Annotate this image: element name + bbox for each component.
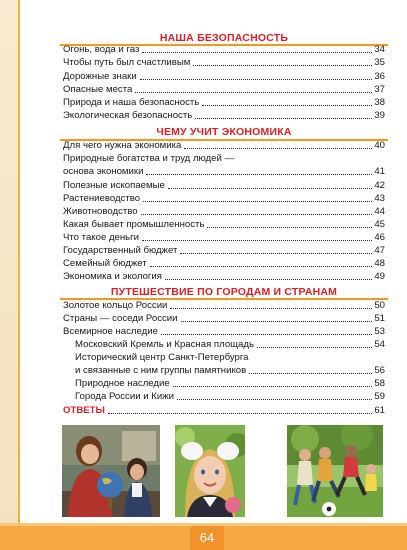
toc-entry-page: 45 xyxy=(374,219,385,230)
dot-leader xyxy=(207,227,372,228)
toc-entry-title: Для чего нужна экономика xyxy=(63,140,182,151)
dot-leader xyxy=(202,105,372,106)
toc-entry-title: Дорожные знаки xyxy=(63,71,137,82)
toc-entry-title: Какая бывает промышленность xyxy=(63,219,205,230)
toc-entry-page: 38 xyxy=(374,97,385,108)
toc-entry[interactable] xyxy=(63,299,385,312)
toc-entry-title: Города России и Кижи xyxy=(75,391,174,402)
dot-leader xyxy=(135,92,372,93)
toc-entry-title: Полезные ископаемые xyxy=(63,180,165,191)
toc-entry-page: 42 xyxy=(374,180,385,191)
toc-entry-page: 43 xyxy=(374,193,385,204)
toc-subentry[interactable] xyxy=(75,338,385,351)
toc-entry-title: Огонь, вода и газ xyxy=(63,44,140,55)
toc-entry-page: 34 xyxy=(374,44,385,55)
toc-entry-title: Что такое деньги xyxy=(63,232,140,243)
photo-schoolgirl-image xyxy=(175,425,245,517)
toc-entry[interactable] xyxy=(63,43,385,56)
toc-entry-title: Всемирное наследие xyxy=(63,326,158,337)
dot-leader xyxy=(168,188,373,189)
toc-entry[interactable] xyxy=(63,192,385,205)
toc-entry-page: 41 xyxy=(374,166,385,177)
dot-leader xyxy=(161,334,372,335)
toc-entry[interactable] xyxy=(63,312,385,325)
toc-entry-title: Животноводство xyxy=(63,206,138,217)
dot-leader xyxy=(146,174,372,175)
section-title-travel: ПУТЕШЕСТВИЕ ПО ГОРОДАМ И СТРАНАМ xyxy=(110,286,338,298)
toc-entry-title: ОТВЕТЫ xyxy=(63,405,105,416)
toc-entry-page: 59 xyxy=(374,391,385,402)
toc-entry[interactable] xyxy=(63,165,385,178)
photo-schoolgirl xyxy=(175,425,245,517)
photo-teacher-with-globe-image xyxy=(62,425,160,517)
section-title-safety: НАША БЕЗОПАСНОСТЬ xyxy=(159,32,289,44)
toc-entry-title: Государственный бюджет xyxy=(63,245,178,256)
toc-entry-page: 51 xyxy=(374,313,385,324)
left-margin-line xyxy=(18,0,20,548)
toc-subentry[interactable] xyxy=(75,364,385,377)
toc-entry-title: Страны — соседи России xyxy=(63,313,178,324)
toc-entry[interactable] xyxy=(63,56,385,69)
toc-entry-answers[interactable] xyxy=(63,404,385,417)
dot-leader xyxy=(170,308,372,309)
toc-entry-title: Растениеводство xyxy=(63,193,141,204)
toc-entry-page: 53 xyxy=(374,326,385,337)
dot-leader xyxy=(257,347,372,348)
toc-entry-title: Экологическая безопасность xyxy=(63,110,193,121)
left-margin-band xyxy=(0,0,18,548)
dot-leader xyxy=(181,321,373,322)
dot-leader xyxy=(141,214,373,215)
toc-entry-title: Чтобы путь был счастливым xyxy=(63,57,191,68)
toc-entry[interactable] xyxy=(63,205,385,218)
toc-subentry[interactable] xyxy=(75,377,385,390)
toc-entry[interactable] xyxy=(63,270,385,283)
toc-entry-title-line2: основа экономики xyxy=(63,166,144,177)
photo-children-football xyxy=(287,425,383,517)
toc-entry[interactable] xyxy=(63,244,385,257)
toc-entry-title: Природное наследие xyxy=(75,378,170,389)
dot-leader xyxy=(143,201,372,202)
toc-entry[interactable] xyxy=(63,70,385,83)
dot-leader xyxy=(193,65,372,66)
toc-entry[interactable] xyxy=(63,109,385,122)
dot-leader xyxy=(195,118,372,119)
toc-entry-page: 36 xyxy=(374,71,385,82)
section-title-economics: ЧЕМУ УЧИТ ЭКОНОМИКА xyxy=(156,126,292,138)
toc-entry-title-line1: Природные богатства и труд людей — xyxy=(63,153,235,164)
toc-entry-page: 35 xyxy=(374,57,385,68)
toc-entry[interactable] xyxy=(63,179,385,192)
dot-leader xyxy=(150,266,373,267)
toc-entry-page: 48 xyxy=(374,258,385,269)
dot-leader xyxy=(165,279,372,280)
toc-entry-title: Московский Кремль и Красная площадь xyxy=(75,339,254,350)
toc-entry-title: Золотое кольцо России xyxy=(63,300,168,311)
dot-leader xyxy=(177,399,372,400)
dot-leader xyxy=(173,386,373,387)
toc-entry-page: 44 xyxy=(374,206,385,217)
toc-entry-page: 47 xyxy=(374,245,385,256)
photo-teacher-with-globe xyxy=(62,425,160,517)
toc-entry-page: 61 xyxy=(374,405,385,416)
toc-entry-page: 56 xyxy=(374,365,385,376)
toc-entry-title: Семейный бюджет xyxy=(63,258,147,269)
dot-leader xyxy=(108,413,372,414)
toc-entry-page: 39 xyxy=(374,110,385,121)
toc-entry-page: 46 xyxy=(374,232,385,243)
photo-children-football-image xyxy=(287,425,383,517)
dot-leader xyxy=(142,240,372,241)
toc-entry-title-line2: и связанные с ним группы памятников xyxy=(75,365,247,376)
toc-entry[interactable] xyxy=(63,325,385,338)
toc-entry-page: 50 xyxy=(374,300,385,311)
toc-entry-page: 58 xyxy=(374,378,385,389)
toc-subentry-title-line1: Исторический центр Санкт-Петербурга xyxy=(75,352,249,363)
toc-entry-title: Экономика и экология xyxy=(63,271,162,282)
dot-leader xyxy=(184,148,372,149)
dot-leader xyxy=(142,52,372,53)
dot-leader xyxy=(140,79,373,80)
toc-entry-page: 49 xyxy=(374,271,385,282)
page-number: 64 xyxy=(190,526,224,550)
toc-subentry[interactable] xyxy=(75,390,385,403)
toc-entry-page: 37 xyxy=(374,84,385,95)
toc-entry[interactable] xyxy=(63,139,385,152)
toc-entry[interactable] xyxy=(63,218,385,231)
dot-leader xyxy=(180,253,372,254)
toc-entry-page: 40 xyxy=(374,140,385,151)
toc-entry-title: Опасные места xyxy=(63,84,133,95)
dot-leader xyxy=(249,373,372,374)
toc-entry[interactable] xyxy=(63,257,385,270)
toc-entry[interactable] xyxy=(63,96,385,109)
toc-entry[interactable] xyxy=(63,231,385,244)
toc-entry-page: 54 xyxy=(374,339,385,350)
toc-entry-title: Природа и наша безопасность xyxy=(63,97,200,108)
toc-entry[interactable] xyxy=(63,83,385,96)
